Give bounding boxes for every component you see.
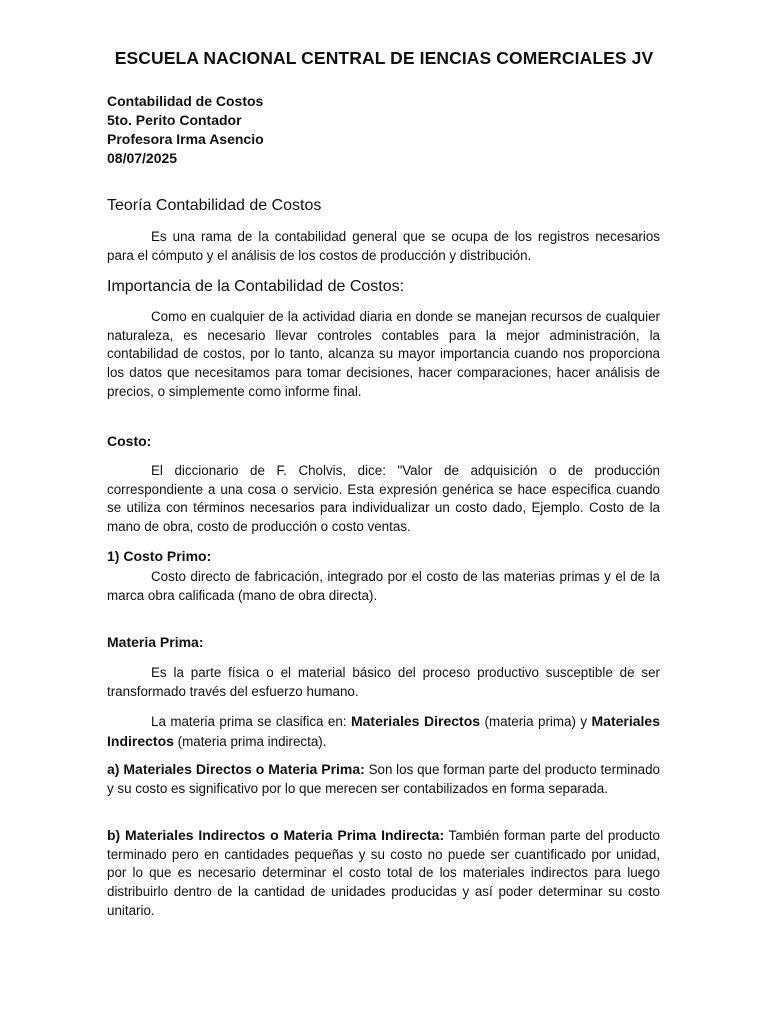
item-a-label: a) Materiales Directos o Materia Prima: bbox=[107, 761, 365, 777]
meta-date: 08/07/2025 bbox=[107, 150, 178, 166]
heading-importancia: Importancia de la Contabilidad de Costos: bbox=[107, 278, 405, 295]
indirectos-note: (materia prima indirecta). bbox=[173, 733, 327, 749]
clasificacion-intro: La materia prima se clasifica en: bbox=[151, 714, 351, 729]
item-a-text: Son los que forman parte del producto terminado y su costo es significativo por lo que merecen ser contabilizados en forma separada. bbox=[107, 762, 660, 796]
paragraph-item-a bbox=[107, 760, 660, 798]
paragraph-item-b bbox=[107, 826, 660, 921]
term-materiales-directos: Materiales Directos bbox=[350, 713, 481, 729]
directos-note: (materia prima) y bbox=[480, 714, 592, 729]
paragraph-teoria: Es una rama de la contabilidad general que se ocupa de los registros necesarios para el cómputo y el análisis de los costos de producción y distribución. bbox=[107, 229, 660, 263]
paragraph-costo-primo: Costo directo de fabricación, integrado por el costo de las materias primas y el de la marca obra calificada (mano de obra directa). bbox=[107, 569, 660, 603]
term-materiales-indirectos: Materiales Indirectos bbox=[107, 713, 660, 749]
heading-materia-prima: Materia Prima: bbox=[107, 634, 204, 650]
paragraph-clasificacion bbox=[107, 712, 660, 751]
meta-teacher: Profesora Irma Asencio bbox=[107, 131, 264, 147]
paragraph-importancia: Como en cualquier de la actividad diaria en donde se manejan recursos de cualquier naturaleza, es necesario llevar controles contables para la mejor administración, la contabilidad de costos, por lo tanto, alcanza su mayor importancia cuando nos proporciona los datos que necesitamos para tomar decisiones, hacer comparaciones, hacer análisis de precios, o simplemente como informe final. bbox=[107, 309, 660, 399]
item-b-text: También forman parte del producto terminado pero en cantidades pequeñas y su costo no puede ser cuantificado por unidad, por lo que es necesario determinar el costo total de los materiales indirectos para luego distribuirlo dentro de la cantidad de unidades producidas y así poder determinar su costo unitario. bbox=[107, 828, 661, 918]
paragraph-materia-prima: Es la parte física o el material básico del proceso productivo susceptible de ser transformado través del esfuerzo humano. bbox=[107, 665, 660, 699]
paragraph-costo: El diccionario de F. Cholvis, dice: "Valor de adquisición o de producción correspondiente a una cosa o servicio. Esta expresión genérica se hace especifica cuando se utiliza con términos necesarios para individualizar un costo dado, Ejemplo. Costo de la mano de obra, costo de producción o costo ventas. bbox=[107, 463, 660, 535]
document-title: ESCUELA NACIONAL CENTRAL DE IENCIAS COMERCIALES JV bbox=[114, 48, 654, 68]
heading-teoria: Teoría Contabilidad de Costos bbox=[107, 197, 322, 214]
heading-costo: Costo: bbox=[107, 433, 152, 449]
meta-grade: 5to. Perito Contador bbox=[107, 112, 242, 128]
heading-costo-primo: 1) Costo Primo: bbox=[107, 548, 212, 564]
meta-course: Contabilidad de Costos bbox=[107, 93, 264, 109]
document-meta bbox=[107, 92, 264, 168]
item-b-label: b) Materiales Indirectos o Materia Prima Indirecta: bbox=[107, 827, 445, 843]
